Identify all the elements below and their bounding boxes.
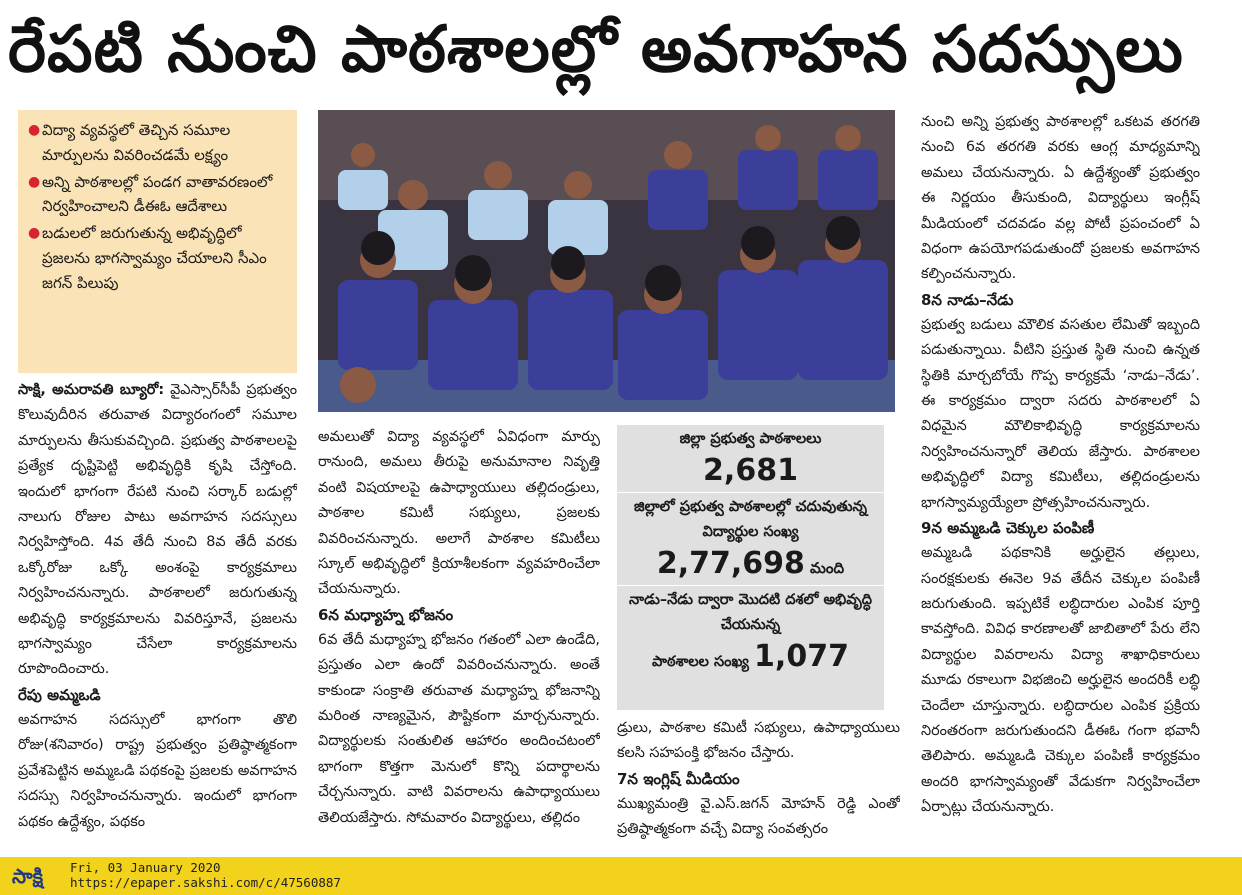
paragraph: అవగాహన సదస్సులో భాగంగా తొలి రోజు(శనివారం) రాష్ట్ర ప్రభుత్వం ప్రతిష్ఠాత్మకంగా ప్రవేశపెట్టిన అమ్మఒడి పథకంపై ప్రజలకు అవగాహన సదస్సు నిర్వహించనున్నారు. ఇందులో భాగంగా పథకం ఉద్దేశ్యం, పథకం: [18, 711, 297, 830]
bullet-icon: ●: [28, 122, 41, 138]
stat-block: [617, 586, 884, 678]
stat-block: [617, 425, 884, 493]
stat-label: నాడు–నేడు ద్వారా మొదటి దశలో అభివృద్ధి చేయనున్న: [629, 592, 872, 633]
highlight-item: [28, 170, 287, 220]
article-column-3: [921, 110, 1200, 846]
paragraph: [18, 378, 297, 683]
footer-meta: [70, 860, 341, 890]
headline: రేపటి నుంచి పాఠశాలల్లో అవగాహన సదస్సులు: [8, 13, 1184, 87]
stat-label: పాఠశాలల సంఖ్య: [652, 654, 749, 670]
stat-block: [617, 493, 884, 586]
byline: సాక్షి, అమరావతి బ్యూరో:: [18, 382, 165, 398]
subheading: 6న మధ్యాహ్న భోజనం: [318, 605, 454, 624]
highlight-item: [28, 221, 287, 295]
stat-value: 2,77,698: [656, 546, 805, 581]
logo-text: సాక్షి: [12, 864, 44, 888]
article-column-2: [318, 425, 600, 843]
article-column-1: [18, 378, 297, 846]
stat-value: 2,681: [703, 453, 798, 488]
stats-box: [617, 425, 884, 710]
subheading: రేపు అమ్మఒడి: [18, 685, 101, 704]
source-url[interactable]: https://epaper.sakshi.com/c/47560887: [70, 875, 341, 890]
highlight-item: [28, 118, 287, 168]
stat-label: జిల్లా ప్రభుత్వ పాఠశాలలు: [679, 431, 822, 447]
subheading: 7న ఇంగ్లిష్ మీడియం: [617, 769, 740, 788]
students-photo: [318, 110, 895, 412]
footer-bar: [0, 857, 1242, 895]
edition-date: Fri, 03 January 2020: [70, 860, 221, 875]
bullet-icon: ●: [28, 173, 41, 190]
highlights-box: [18, 110, 297, 373]
stat-label: జిల్లాలో ప్రభుత్వ పాఠశాలల్లో చదువుతున్న విద్యార్థుల సంఖ్య: [634, 499, 867, 540]
paragraph: డ్రులు, పాఠశాల కమిటీ సభ్యులు, ఉపాధ్యాయులు కలసి సహపంక్తి భోజనం చేస్తారు.: [617, 720, 900, 762]
paragraph: నుంచి అన్ని ప్రభుత్వ పాఠశాలల్లో ఒకటవ తరగతి నుంచి 6వ తరగతి వరకు ఆంగ్ల మాధ్యమాన్ని అమలు చేయనున్నారు. ఏ ఉద్దేశ్యంతో ప్రభుత్వం ఈ నిర్ణయం తీసుకుంది, విద్యార్థులు ఇంగ్లీష్ మీడియంలో చదవడం వల్ల పోటీ ప్రపంచంలో ఏ విధంగా ఉపయోగపడుతుందో ప్రజలకు అవగాహన కల్పించనున్నారు.: [921, 114, 1200, 283]
highlight-text: బడులలో జరుగుతున్న అభివృద్ధిలో ప్రజలను భాగస్వామ్యం చేయాలని సీఎం జగన్ పిలుపు: [42, 224, 267, 292]
highlight-text: విద్యా వ్యవస్థలో తెచ్చిన సమూల మార్పులను వివరించడమే లక్ష్యం: [42, 121, 231, 164]
paragraph: అమలుతో విద్యా వ్యవస్థలో ఏవిధంగా మార్పు రానుంది, అమలు తీరుపై అనుమానాల నివృత్తి వంటి విషయాలపై ఉపాధ్యాయులు తల్లిదండ్రులు, పాఠశాల కమిటీ సభ్యులు, ప్రజలకు వివరించనున్నారు. అలాగే పాఠశాల కమిటీలు స్కూల్ అభివృద్ధిలో క్రియాశీలకంగా వ్యవహరించేలా చేయనున్నారు.: [318, 429, 600, 598]
highlight-text: అన్ని పాఠశాలల్లో పండగ వాతావరణంలో నిర్వహించాలని డీఈఓ ఆదేశాలు: [42, 172, 273, 216]
paragraph-text: వైఎస్సార్‌సీపీ ప్రభుత్వం కొలువుదీరిన తరువాత విద్యారంగంలో సమూల మార్పులను తీసుకువచ్చింది. ప్రభుత్వ పాఠశాలలపై ప్రత్యేక దృష్టిపెట్టి అభివృద్ధికి కృషి చేస్తోంది. ఇందులో భాగంగా రేపటి నుంచి సర్కార్ బడుల్లో నాలుగు రోజుల పాటు అవగాహన సదస్సులు నిర్వహిస్తోంది. 4వ తేదీ నుంచి 8వ తేదీ వరకు ఒక్కోరోజు ఒక్కో అంశంపై కార్యక్రమాలు నిర్వహించనున్నారు. పాఠశాలలో జరుగుతున్న అభివృద్ధి కార్యక్రమాలను వివరిస్తూనే, ప్రజలను భాగస్వామ్యం చేసేలా కార్యక్రమాలను రూపొందించారు.: [18, 382, 297, 678]
students-photo-illustration: [318, 110, 895, 412]
stat-value: 1,077: [754, 639, 849, 674]
paragraph: అమ్మఒడి పథకానికి అర్హులైన తల్లులు, సంరక్షకులకు ఈనెల 9వ తేదీన చెక్కుల పంపిణీ జరుగుతుంది. ఇప్పటికే లబ్ధిదారుల ఎంపిక పూర్తి కావస్తోంది. వివిధ కారణాలతో జాబితాలో పేరు లేని విద్యార్థుల వివరాలను విద్యా శాఖాధికారులు మూడు రకాలుగా విభజించి అర్హులైన అందరికీ లబ్ధి చెందేలా చూస్తున్నారు. లబ్ధిదారుల ఎంపిక ప్రక్రియ నిరంతరంగా జరుగుతుందని డీఈఓ గంగా భవానీ తెలిపారు. అమ్మఒడి చెక్కుల పంపిణీ కార్యక్రమం అందరి భాగస్వామ్యంతో వేడుకగా నిర్వహించేలా ఏర్పాట్లు చేయనున్నారు.: [921, 545, 1200, 816]
sakshi-logo: [8, 859, 64, 893]
paragraph: ముఖ్యమంత్రి వై.ఎస్.జగన్ మోహన్ రెడ్డి ఎంతో ప్రతిష్ఠాత్మకంగా వచ్చే విద్యా సంవత్సరం: [617, 795, 900, 838]
subheading: 9న అమ్మఒడి చెక్కుల పంపిణీ: [921, 519, 1095, 538]
paragraph: 6వ తేదీ మధ్యాహ్న భోజనం గతంలో ఎలా ఉండేది, ప్రస్తుతం ఎలా ఉందో వివరించనున్నారు. అంతే కాకుండా సంక్రాతి తరువాత మధ్యాహ్న భోజనాన్ని మరింత నాణ్యమైన, పౌష్టికంగా మార్చనున్నారు. విద్యార్థులకు సంతులిత ఆహారం అందించటంలో భాగంగా కొత్తగా మెనులో కొన్ని పదార్థాలను చేర్చనున్నారు. వాటి వివరాలను ఉపాధ్యాయులు తెలియజేస్తారు. సోమవారం విద్యార్థులు, తల్లిదం: [318, 631, 600, 826]
stat-unit: మంది: [810, 559, 845, 577]
bullet-icon: ●: [28, 225, 41, 242]
paragraph: ప్రభుత్వ బడులు మౌలిక వసతుల లేమితో ఇబ్బంది పడుతున్నాయి. వీటిని ప్రస్తుత స్థితి నుంచి ఉన్నత స్థితికి మార్చబోయే గొప్ప కార్యక్రమే ‘నాడు–నేడు’. ఈ కార్యక్రమం ద్వారా సదరు పాఠశాలలో ఏ విధమైన మౌలికాభివృద్ధి కార్యక్రమాలను నిర్వహించనున్నారో తెలియ జేస్తారు. పాఠశాలల అభివృద్ధిలో విద్యా కమిటీలు, తల్లిదండ్రులను భాగస్వామ్యయ్యేలా ప్రోత్సహించనున్నారు.: [921, 316, 1200, 511]
article-column-2b: [617, 716, 900, 846]
subheading: 8న నాడు–నేడు: [921, 290, 1014, 309]
